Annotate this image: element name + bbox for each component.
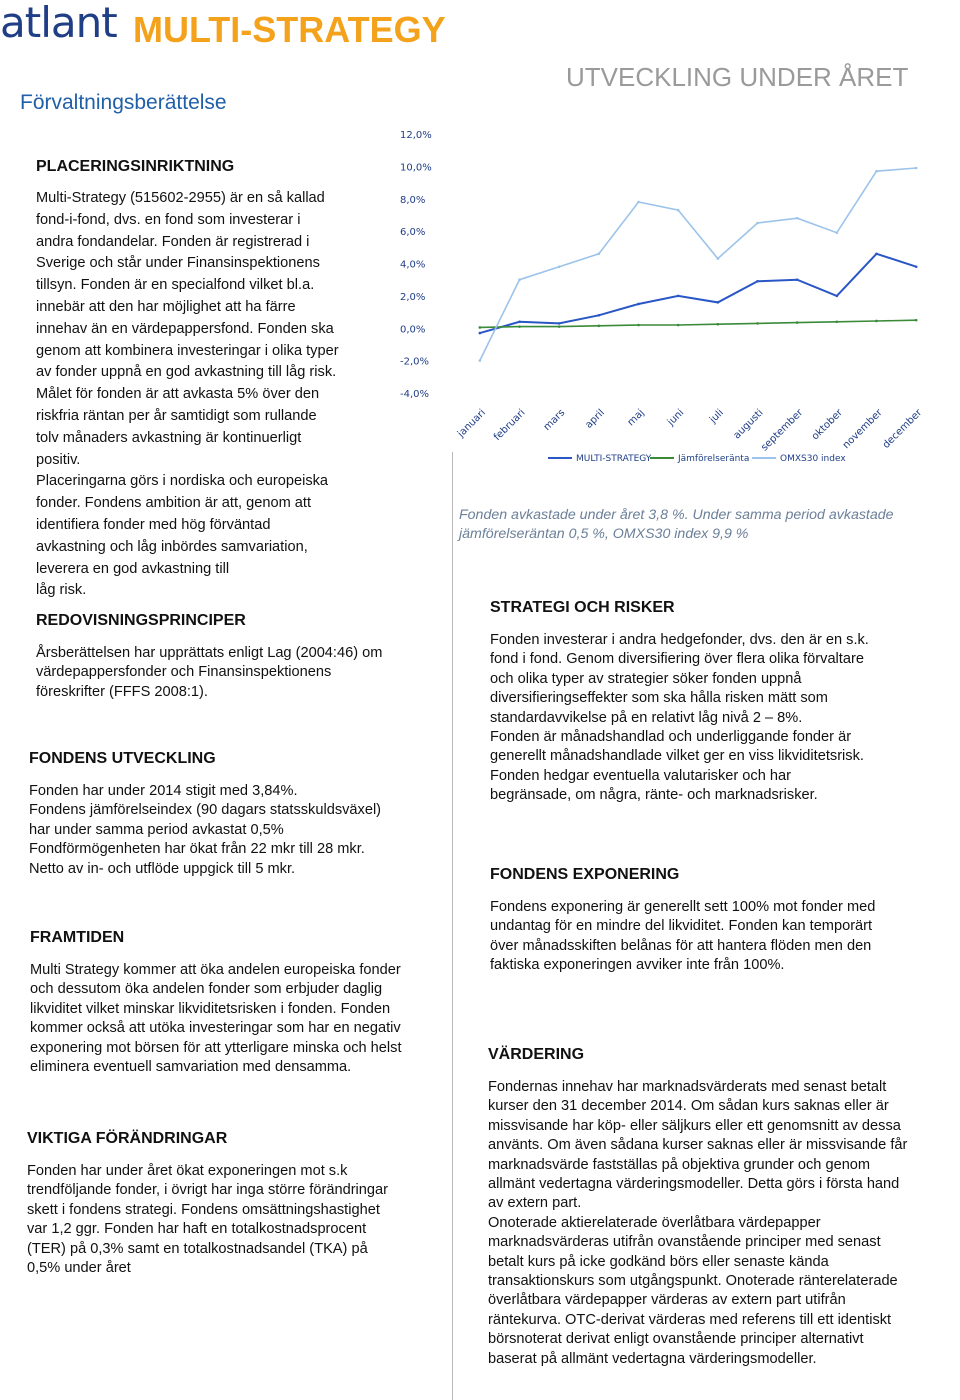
strategi-och-risker-heading: STRATEGI OCH RISKER [490,599,675,616]
data-point [558,322,561,325]
legend-label: OMXS30 index [780,454,846,464]
x-tick-label: april [583,407,607,431]
data-point [875,252,878,255]
x-tick-label: oktober [809,407,845,443]
document-subtitle: Förvaltningsberättelse [20,91,227,114]
data-point [915,265,918,268]
data-point [875,320,878,323]
performance-line-chart [388,120,956,480]
placeringsinriktning-heading: PLACERINGSINRIKTNING [36,158,235,175]
redovisningsprinciper-heading: REDOVISNINGSPRINCIPER [36,612,246,629]
data-point [756,280,759,283]
data-point [796,278,799,281]
data-point [637,201,640,204]
data-point [558,265,561,268]
x-tick-label: juli [707,407,726,426]
x-tick-label: november [840,407,885,452]
fondens-utveckling-heading: FONDENS UTVECKLING [29,750,216,767]
x-tick-label: februari [491,407,528,444]
series-line [480,168,916,361]
framtiden-text: Multi Strategy kommer att öka andelen europeiska fonder och dessutom öka andelen fonder som erbjuder daglig likviditet vilket minskar likviditetsrisken i fonden. Fonden kommer också att utöka investeringar som har en negativ exponering mot börsen för att ytterligare minska och helst eliminera eventuell samvariation med densamma. [30,962,402,1076]
fondens-utveckling-text: Fonden har under 2014 stigit med 3,84%. Fondens jämförelseindex (90 dagars statsskuldsväxel) har under samma period avkastat 0,5% Fondförmögenheten har ökat från 22 mkr till 28 mkr. Netto av in- och utflöde uppgick till 5 mkr. [29,783,382,877]
strategi-och-risker-section [490,600,950,806]
document-title: MULTI-STRATEGY [133,9,446,50]
data-point [796,321,799,324]
data-point [717,301,720,304]
y-axis [400,130,432,400]
data-point [915,319,918,322]
data-point [598,252,601,255]
y-tick-label: 8,0% [400,194,426,206]
data-point [756,322,759,325]
x-tick-label: juni [665,407,687,429]
data-point [836,295,839,298]
placeringsinriktning-section [36,159,436,602]
data-point [677,209,680,212]
redovisningsprinciper-section [36,613,446,702]
atlant-logo: atlant [0,0,117,47]
y-tick-label: 2,0% [400,291,426,303]
data-point [915,167,918,170]
placeringsinriktning-text: Multi-Strategy (515602-2955) är en så kallad fond-i-fond, dvs. en fond som investerar i andra fondandelar. Fonden är registrerad i Sverige och står under Finansinspektionens tillsyn. Fonden är en specialfond vilket bl.a. innebär att den har möjlighet att ha färre innehav än en värdepappersfond. Fonden ska genom att kombinera investeringar i olika typer av fonder uppnå en god avkastning till låg risk. Målet för fonden är att avkasta 5% över den riskfria räntan per år samtidigt som rullande tolv månaders avkastning är kontinuerligt positiv. Placeringarna görs i nordiska och europeiska fonder. Fondens ambition är att, genom att identifiera fonder med hög förväntad avkastning och låg inbördes samvariation, leverera en god avkastning till låg risk. [36,190,339,599]
y-tick-label: 10,0% [400,162,432,174]
fondens-exponering-text: Fondens exponering är generellt sett 100% mot fonder med undantag för en mindre del likviditet. Fonden kan temporärt över månadsskiften belånas för att hantera flöden men den faktiska exponeringen avviker inte från 100%. [490,899,876,974]
chart-legend [548,454,846,464]
vardering-heading: VÄRDERING [488,1046,585,1063]
y-tick-label: -2,0% [400,356,430,368]
data-point [598,314,601,317]
data-point [796,217,799,220]
data-point [637,303,640,306]
viktiga-forandringar-text: Fonden har under året ökat exponeringen mot s.k trendföljande fonder, i övrigt har inga större förändringar skett i fondens strategi. Fondens omsättningshastighet var 1,2 ggr. Fonden har haft en totalkostnadsprocent (TER) på 0,3% samt en totalkostnadsandel (TKA) på 0,5% under året [27,1163,389,1277]
data-point [479,359,482,362]
data-point [637,324,640,327]
vardering-text: Fondernas innehav har marknadsvärderats med senast betalt kurser den 31 december 2014. Om sådan kurs saknas eller är missvisande har köp- eller säljkurs eller ett genomsnitt av dessa använts. Om även sådana kurser saknas eller är missvisande får marknadsvärde fastställas på objektiva grunder och genom allmänt vedertagna värderingsmodeller. Detta görs i första hand av extern part. Onoterade aktierelaterade överlåtbara värdepapper marknadsvärderas utifrån ovanstående principer med senast betalt kurs på icke godkänd börs eller senaste kända transaktionskurs som utgångspunkt. Onoterade ränterelaterade överlåtbara värdepapper värderas av extern part utifrån räntekurva. OTC-derivat värderas med referens till ett identiskt börsnoterat derivat enligt ovanstående principer alternativt baserat på allmänt vedertagna värderingsmodeller. [488,1079,908,1367]
framtiden-section [30,930,450,1077]
framtiden-heading: FRAMTIDEN [30,929,125,946]
chart-section-title: UTVECKLING UNDER ÅRET [566,62,909,92]
legend-label: MULTI-STRATEGY [576,454,652,464]
data-point [717,257,720,260]
data-point [479,332,482,335]
x-tick-label: januari [455,407,488,440]
fondens-exponering-section [490,867,950,976]
y-tick-label: 0,0% [400,324,426,336]
data-point [677,324,680,327]
data-point [677,295,680,298]
x-tick-label: september [759,407,806,454]
y-tick-label: 4,0% [400,259,426,271]
viktiga-forandringar-heading: VIKTIGA FÖRÄNDRINGAR [27,1130,228,1147]
data-point [836,320,839,323]
data-point [518,325,521,328]
data-point [598,325,601,328]
y-tick-label: -4,0% [400,389,430,400]
legend-label: Jämförelseränta [678,454,750,464]
data-point [875,170,878,173]
x-tick-label: mars [541,407,568,433]
strategi-och-risker-text: Fonden investerar i andra hedgefonder, dvs. den är en s.k. fond i fond. Genom diversifiering över flera olika förvaltare och olika typer av strategier söker fonden uppnå diversifieringseffekter som ska hålla risken mätt som standardavvikelse på en relativt låg nivå 2 – 8%. Fonden är månadshandlad och underliggande fonder är generellt månadshandlade vilket ger en viss likviditetsrisk. Fonden hedgar eventuella valutarisker och har begränsade, om några, ränte- och marknadsrisker. [490,632,869,804]
x-tick-label: december [880,407,925,451]
data-point [518,320,521,323]
y-tick-label: 12,0% [400,130,432,141]
viktiga-forandringar-section [27,1131,447,1278]
data-point [756,222,759,225]
data-point [836,231,839,234]
chart-caption: Fonden avkastade under året 3,8 %. Under samma period avkastade jämförelseräntan 0,5 %, OMXS30 index 9,9 % [459,507,894,542]
x-tick-label: maj [625,407,647,429]
x-axis [455,407,925,454]
data-point [558,325,561,328]
x-tick-label: augusti [731,407,766,442]
redovisningsprinciper-text: Årsberättelsen har upprättats enligt Lag (2004:46) om värdepappersfonder och Finansinspektionens föreskrifter (FFFS 2008:1). [36,645,383,700]
data-point [717,323,720,326]
vardering-section [488,1047,953,1369]
fondens-utveckling-section [29,751,449,879]
column-divider [452,452,453,1400]
fondens-exponering-heading: FONDENS EXPONERING [490,866,680,883]
y-tick-label: 6,0% [400,227,426,239]
data-point [518,278,521,281]
data-point [479,326,482,329]
chart-series [479,167,918,362]
